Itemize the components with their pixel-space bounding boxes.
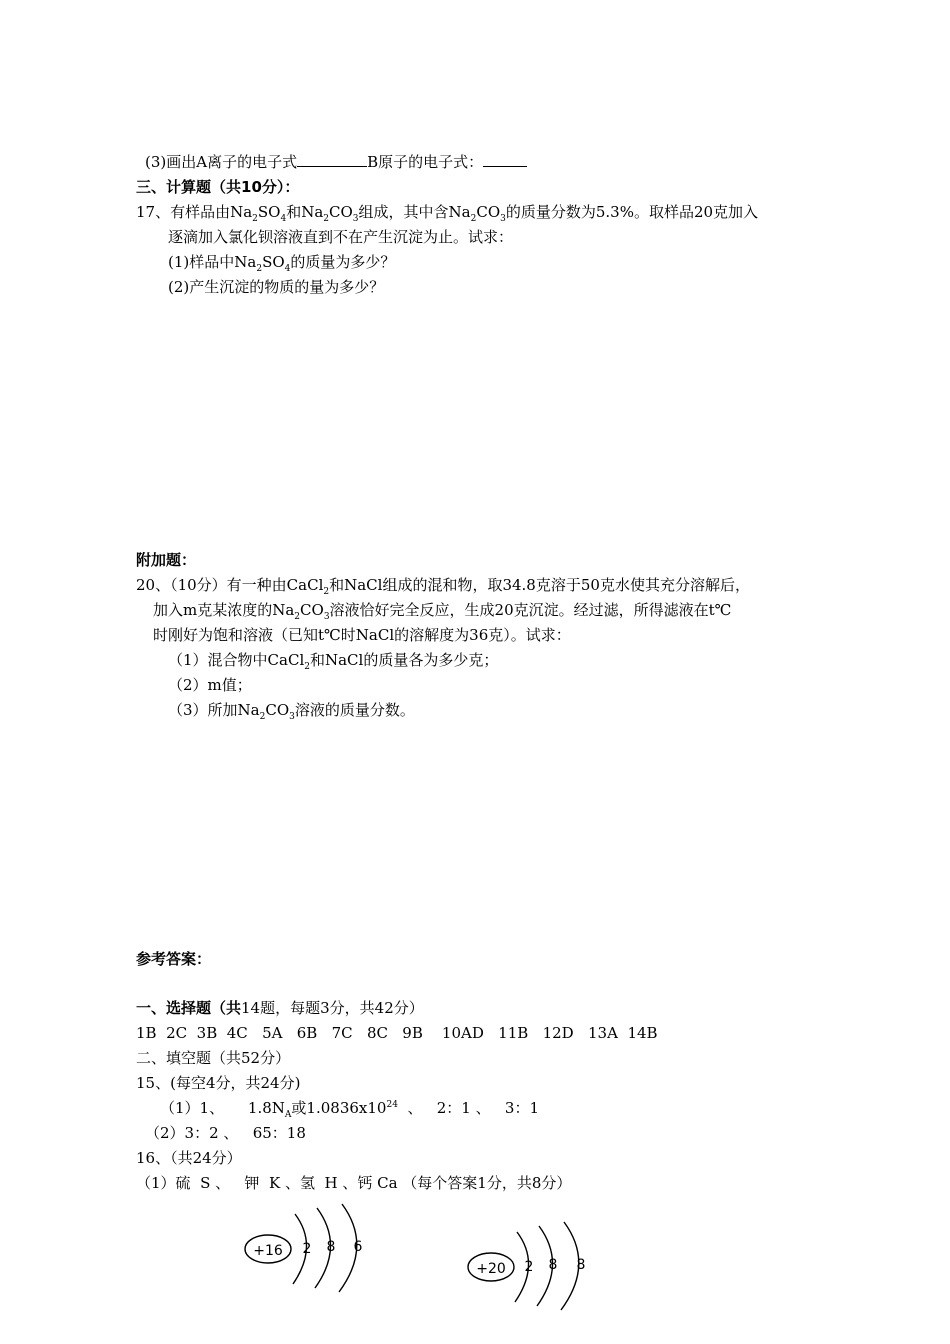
q20-question1: （1）混合物中CaCl$_2$和NaCl的质量各为多少克； (168, 651, 499, 672)
q20-question2: （2）m值； (168, 676, 252, 694)
calcium-shell-1-count: 2 (524, 1259, 534, 1275)
answers-q16-title: 16、（共24分） (136, 1149, 242, 1167)
calcium-shell-3-count: 8 (576, 1257, 586, 1273)
q20-question3: （3）所加$Na_2CO_3$溶液的质量分数。 (168, 701, 415, 722)
calcium-nucleus-label: +20 (476, 1261, 506, 1277)
q16-part3-line (145, 152, 527, 172)
answer-blank-b-atom[interactable] (483, 152, 527, 167)
answers-q15-part2: （2）3：2 、 65：18 (145, 1124, 306, 1142)
answers-choices: 1B 2C 3B 4C 5A 6B 7C 8C 9B 10AD 11B 12D 13A 14B (136, 1024, 658, 1042)
sulfur-atom-diagram (235, 1200, 385, 1295)
answer-blank-a-ion[interactable] (297, 152, 367, 167)
q17-question1: (1)样品中$Na_2SO_4$的质量为多少？ (168, 253, 396, 274)
answers-q15-title: 15、(每空4分，共24分) (136, 1074, 301, 1092)
section3-title: 三、计算题（共10分）： (136, 178, 300, 196)
q20-line2: 加入m克某浓度的$Na_2CO_3$溶液恰好完全反应，生成20克沉淀。经过滤，所得滤液在t℃ (153, 601, 732, 622)
sulfur-shell-2-count: 8 (326, 1239, 336, 1255)
answers-q15-part1: （1）1、 $1.8N_A$或$1.0836x10^{24}$ 、 2：1 、 3：1 (160, 1099, 540, 1120)
q20-line3: 时刚好为饱和溶液（已知t℃时NaCl的溶解度为36克）。试求： (153, 626, 571, 644)
q16-part3-text1: (3)画出A离子的电子式 (145, 153, 298, 171)
extra-title: 附加题： (136, 551, 197, 569)
q17-question2: (2)产生沉淀的物质的量为多少？ (168, 278, 385, 296)
q17-line1: 17、有样品由$Na_2SO_4$和$Na_2CO_3$组成，其中含$Na_2CO_3$的质量分数为5.3%。取样品20克加入 (136, 203, 759, 224)
answers-section2-title: 二、填空题（共52分） (136, 1049, 291, 1067)
answers-q16-part1: （1）硫 S 、 钾 K 、氢 H 、钙 Ca （每个答案1分，共8分） (136, 1174, 572, 1192)
sulfur-shell-1-count: 2 (302, 1241, 312, 1257)
answers-title: 参考答案： (136, 950, 212, 968)
sulfur-nucleus-label: +16 (253, 1243, 283, 1259)
answers-section1-title: 一、选择题（共14题，每题3分，共42分） (136, 999, 424, 1017)
sulfur-shell-3-count: 6 (353, 1239, 363, 1255)
q17-line2: 逐滴加入氯化钡溶液直到不在产生沉淀为止。试求： (168, 228, 514, 246)
q16-part3-text2: B原子的电子式： (367, 153, 484, 171)
calcium-shell-2-count: 8 (548, 1257, 558, 1273)
calcium-atom-diagram (455, 1218, 605, 1313)
q20-line1: 20、（10分）有一种由CaCl$_2$和NaCl组成的混和物，取34.8克溶于50克水使其充分溶解后， (136, 576, 750, 597)
